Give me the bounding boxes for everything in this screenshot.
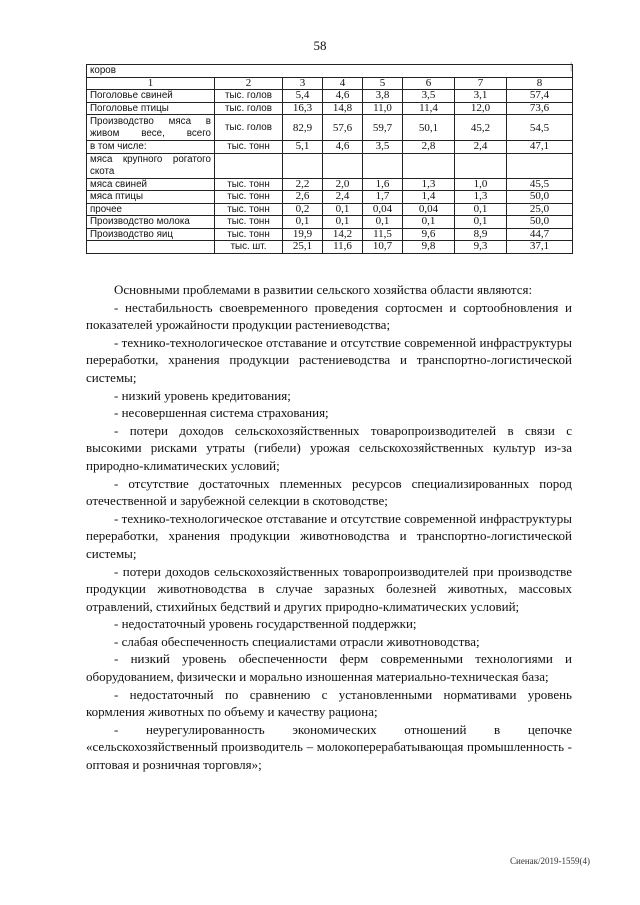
problem-item: - нестабильность своевременного проведения сортосмен и сортообновления и показателей урожайности продукции растениеводства; xyxy=(86,299,572,333)
table-cell: 11,4 xyxy=(403,102,455,115)
table-row xyxy=(87,216,573,229)
table-cell: 82,9 xyxy=(283,115,323,141)
table-cell: 8,9 xyxy=(455,228,507,241)
problem-item: - потери доходов сельскохозяйственных товаропроизводителей при производстве продукции животноводства в случае заразных болезней животных, массовых отравлений, стихийных бедствий и других природно-климатических условий; xyxy=(86,563,572,614)
column-number: 8 xyxy=(507,77,573,90)
document-body xyxy=(86,281,572,774)
problem-item: - технико-технологическое отставание и отсутствие современной инфраструктуры переработки, хранения продукции растениеводства и транспортно-логистической системы; xyxy=(86,334,572,385)
table-row xyxy=(87,90,573,103)
row-unit: тыс. тонн xyxy=(215,203,283,216)
table-cell: 37,1 xyxy=(507,241,573,254)
margin-mark: | xyxy=(570,60,573,72)
row-unit: тыс. шт. xyxy=(215,241,283,254)
table-cell: 10,7 xyxy=(363,241,403,254)
intro-paragraph: Основными проблемами в развитии сельского хозяйства области являются: xyxy=(114,282,533,297)
table-cell: 0,1 xyxy=(455,203,507,216)
table-cell: 4,6 xyxy=(323,141,363,154)
table-row xyxy=(87,241,573,254)
table-header-row xyxy=(87,77,573,90)
page-number: 58 xyxy=(313,38,327,53)
table-cell: 0,2 xyxy=(283,203,323,216)
table-caption-row xyxy=(87,65,573,78)
row-unit: тыс. голов xyxy=(215,102,283,115)
table-cell: 0,1 xyxy=(403,216,455,229)
table-cell: 2,0 xyxy=(323,178,363,191)
column-number: 2 xyxy=(215,77,283,90)
problem-item: - низкий уровень обеспеченности ферм современными технологиями и оборудованием, физически и морально изношенная материально-техническая база; xyxy=(86,651,572,685)
problem-item: - неурегулированность экономических отношений в цепочке «сельскохозяйственный производитель – молокоперерабатывающая промышленность - оптовая и розничная торговля»; xyxy=(86,721,572,773)
problem-item: - технико-технологическое отставание и отсутствие современной инфраструктуры переработки, хранения продукции животноводства и транспортно-логистической системы; xyxy=(86,510,572,561)
table-row xyxy=(87,141,573,154)
table-cell: 1,4 xyxy=(403,191,455,204)
table-row xyxy=(87,228,573,241)
column-number: 1 xyxy=(87,77,215,90)
row-label: мяса птицы xyxy=(87,191,215,204)
table-cell: 57,4 xyxy=(507,90,573,103)
column-number: 7 xyxy=(455,77,507,90)
row-unit: тыс. тонн xyxy=(215,228,283,241)
table-cell xyxy=(323,153,363,178)
table-cell: 47,1 xyxy=(507,141,573,154)
table-cell: 3,8 xyxy=(363,90,403,103)
table-cell: 1,3 xyxy=(455,191,507,204)
row-label: прочее xyxy=(87,203,215,216)
table-cell: 14,8 xyxy=(323,102,363,115)
row-label: мяса крупного рогатого скота xyxy=(87,153,215,178)
table-cell: 1,7 xyxy=(363,191,403,204)
row-unit: тыс. тонн xyxy=(215,178,283,191)
column-number: 4 xyxy=(323,77,363,90)
table-cell: 2,2 xyxy=(283,178,323,191)
column-number: 3 xyxy=(283,77,323,90)
row-label: мяса свиней xyxy=(87,178,215,191)
table-cell: 5,1 xyxy=(283,141,323,154)
table-cell: 3,5 xyxy=(363,141,403,154)
table-cell: 0,1 xyxy=(283,216,323,229)
table-cell: 19,9 xyxy=(283,228,323,241)
table-cell: 0,1 xyxy=(363,216,403,229)
table-cell: 5,4 xyxy=(283,90,323,103)
column-number: 5 xyxy=(363,77,403,90)
table-caption-cell: коров xyxy=(87,65,573,78)
table-cell: 0,04 xyxy=(403,203,455,216)
problem-item: - потери доходов сельскохозяйственных товаропроизводителей в связи с высокими рисками утраты (гибели) урожая сельскохозяйственных культур из-за природно-климатических условий; xyxy=(86,422,572,473)
table-cell xyxy=(455,153,507,178)
table-cell: 50,0 xyxy=(507,191,573,204)
table-cell: 9,3 xyxy=(455,241,507,254)
table-cell: 11,0 xyxy=(363,102,403,115)
row-unit: тыс. голов xyxy=(215,115,283,141)
table-cell: 73,6 xyxy=(507,102,573,115)
table-cell xyxy=(363,153,403,178)
row-label: Поголовье свиней xyxy=(87,90,215,103)
table-cell xyxy=(283,153,323,178)
table-cell: 3,5 xyxy=(403,90,455,103)
problem-item: - слабая обеспеченность специалистами отрасли животноводства; xyxy=(114,633,480,649)
statistics-table xyxy=(86,64,573,254)
table-cell: 45,5 xyxy=(507,178,573,191)
table-cell: 44,7 xyxy=(507,228,573,241)
row-label: Производство яиц xyxy=(87,228,215,241)
table-cell: 9,6 xyxy=(403,228,455,241)
table-row xyxy=(87,178,573,191)
column-number: 6 xyxy=(403,77,455,90)
table-cell: 9,8 xyxy=(403,241,455,254)
table-cell xyxy=(507,153,573,178)
row-unit: тыс. тонн xyxy=(215,141,283,154)
table-cell: 1,0 xyxy=(455,178,507,191)
table-row xyxy=(87,191,573,204)
table-cell: 45,2 xyxy=(455,115,507,141)
table-cell: 50,0 xyxy=(507,216,573,229)
table-cell: 0,04 xyxy=(363,203,403,216)
table-cell: 0,1 xyxy=(323,216,363,229)
table-cell: 25,1 xyxy=(283,241,323,254)
table-row xyxy=(87,203,573,216)
table-cell: 1,6 xyxy=(363,178,403,191)
table-cell: 4,6 xyxy=(323,90,363,103)
row-label xyxy=(87,241,215,254)
problem-item: - недостаточный уровень государственной поддержки; xyxy=(114,616,417,632)
table-cell: 57,6 xyxy=(323,115,363,141)
document-code: Сиенак/2019-1559(4) xyxy=(510,856,590,866)
problem-item: - несовершенная система страхования; xyxy=(114,405,329,421)
row-label: Производство молока xyxy=(87,216,215,229)
row-unit xyxy=(215,153,283,178)
table-cell: 25,0 xyxy=(507,203,573,216)
problem-item: - низкий уровень кредитования; xyxy=(114,387,291,403)
table-row xyxy=(87,153,573,178)
table-cell: 50,1 xyxy=(403,115,455,141)
table-cell xyxy=(403,153,455,178)
table-cell: 54,5 xyxy=(507,115,573,141)
table-row xyxy=(87,115,573,141)
table-cell: 0,1 xyxy=(323,203,363,216)
row-label: в том числе: xyxy=(87,141,215,154)
statistics-table-wrapper xyxy=(86,64,572,254)
row-unit: тыс. тонн xyxy=(215,216,283,229)
table-cell: 11,5 xyxy=(363,228,403,241)
table-cell: 3,1 xyxy=(455,90,507,103)
table-cell: 1,3 xyxy=(403,178,455,191)
table-cell: 2,4 xyxy=(455,141,507,154)
table-cell: 11,6 xyxy=(323,241,363,254)
table-cell: 14,2 xyxy=(323,228,363,241)
problem-item: - отсутствие достаточных племенных ресурсов специализированных пород отечественной и зарубежной селекции в скотоводстве; xyxy=(86,475,572,509)
row-unit: тыс. тонн xyxy=(215,191,283,204)
table-cell: 59,7 xyxy=(363,115,403,141)
table-cell: 2,4 xyxy=(323,191,363,204)
table-cell: 2,8 xyxy=(403,141,455,154)
table-cell: 12,0 xyxy=(455,102,507,115)
row-unit: тыс. голов xyxy=(215,90,283,103)
row-label: Производство мяса в живом весе, всего xyxy=(87,115,215,141)
row-label: Поголовье птицы xyxy=(87,102,215,115)
table-row xyxy=(87,102,573,115)
table-cell: 0,1 xyxy=(455,216,507,229)
table-cell: 16,3 xyxy=(283,102,323,115)
problem-item: - недостаточный по сравнению с установленными нормативами уровень кормления животных по объему и качеству рациона; xyxy=(86,686,572,720)
table-cell: 2,6 xyxy=(283,191,323,204)
